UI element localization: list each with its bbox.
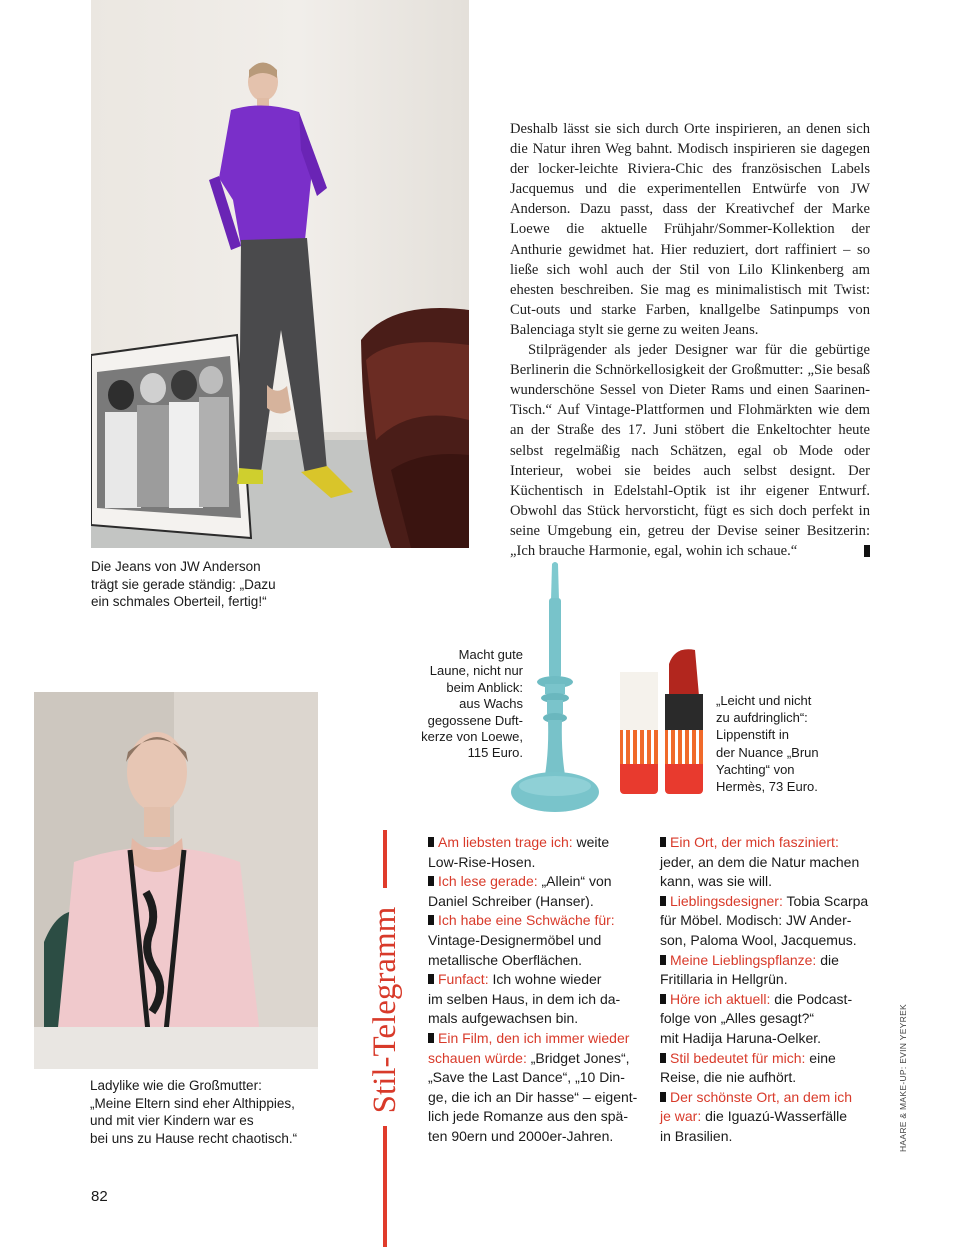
telegram-item	[660, 1049, 882, 1088]
caption-line: ein schmales Oberteil, fertig!“	[91, 594, 267, 609]
bullet-square-icon	[660, 896, 666, 906]
caption-line: gegossene Duft-	[427, 712, 523, 728]
telegram-answer: weite	[572, 834, 610, 850]
telegram-item	[428, 833, 648, 872]
telegram-answer: Daniel Schreiber (Hanser).	[428, 892, 594, 909]
telegram-item	[660, 990, 882, 1049]
caption-line: Yachting“ von	[716, 761, 795, 777]
candle-product-image	[505, 560, 605, 822]
telegram-bar-top	[383, 830, 387, 888]
telegram-question: Höre ich aktuell:	[670, 990, 771, 1007]
telegram-item	[660, 892, 882, 951]
telegram-item	[428, 911, 648, 970]
lipstick-product-image	[615, 640, 709, 800]
caption-line: Laune, nicht nur	[429, 663, 523, 679]
caption-line: und mit vier Kindern war es	[90, 1113, 254, 1128]
telegram-answer: Fritillaria in Hellgrün.	[660, 971, 788, 988]
portrait-illustration	[34, 692, 318, 1069]
telegram-question: Ich lese gerade:	[438, 873, 538, 890]
article-paragraph: Deshalb lässt sie sich durch Orte inspirieren, an denen sich die Natur ihren Weg bahnt. Modisch inspirieren sie dagegen der locker-leichte Riviera-Chic des französischen Labels Jacquemus und die experimentellen Entwürfe von JW Anderson. Dazu passt, dass der Kreativchef der Marke Loewe die aktuelle Frühjahr/Sommer-Kollektion der Anthurie gewidmet hat. Hier reduziert, dort raffiniert – so ließe sich wohl auch der Stil von Lilo Klinkenberg am ehesten beschreiben. Sie mag es minimalistisch mit Twist: Cut-outs und starke Farben, knallgelbe Satinpumps von Balenciaga stylt sie gerne zu weiten Jeans.	[510, 121, 870, 338]
telegram-answer: Tobia Scarpa	[782, 892, 869, 909]
bullet-square-icon	[660, 1092, 666, 1102]
telegram-answer: die Iguazú-Wasserfälle	[701, 1108, 848, 1125]
caption-line: Lippenstift in	[716, 727, 789, 743]
telegram-question: Funfact:	[438, 971, 489, 988]
caption-line: beim Anblick:	[446, 679, 523, 695]
bullet-square-icon	[428, 1033, 434, 1043]
telegram-answer: „Allein“ von	[537, 873, 612, 890]
caption-line: „Leicht und nicht	[716, 693, 812, 708]
telegram-item	[428, 970, 648, 1029]
photo-credit: HAARE & MAKE-UP: EVIN YEYREK	[898, 1003, 908, 1153]
telegram-answer: „Save the Last Dance“, „10 Din-	[428, 1069, 625, 1086]
lipstick-caption	[716, 692, 819, 795]
telegram-question: Am liebsten trage ich:	[438, 834, 573, 850]
page-number: 82	[91, 1188, 108, 1205]
caption-line: 115 Euro.	[467, 745, 523, 761]
telegram-answer: Vintage-Designermöbel und	[428, 931, 602, 948]
article-paragraph	[510, 340, 870, 561]
bullet-square-icon	[660, 1053, 666, 1063]
caption-line: Die Jeans von JW Anderson	[91, 559, 261, 574]
telegram-item	[660, 833, 882, 892]
telegram-answer: metallische Oberflächen.	[428, 951, 583, 968]
photo1-caption	[91, 558, 276, 611]
telegram-answer: jeder, an dem die Natur machen	[660, 853, 860, 870]
caption-line: bei uns zu Hause recht chaotisch.“	[90, 1130, 298, 1146]
telegram-answer: kann, was sie will.	[660, 873, 773, 890]
telegram-question: Lieblingsdesigner:	[670, 892, 783, 909]
telegram-question: schauen würde:	[428, 1049, 527, 1066]
telegram-answer: Reise, die nie aufhört.	[660, 1069, 797, 1086]
bullet-square-icon	[660, 994, 666, 1004]
caption-line: der Nuance „Brun	[716, 744, 819, 760]
telegram-answer: im selben Haus, in dem ich da-	[428, 990, 621, 1007]
telegram-item	[660, 1088, 882, 1147]
armchair	[361, 308, 469, 548]
telegram-item	[428, 1029, 648, 1147]
telegram-bar-bottom	[383, 1126, 387, 1247]
telegram-answer: eine	[805, 1049, 836, 1066]
photo-scene-illustration	[91, 0, 469, 548]
telegram-answer: Ich wohne wieder	[488, 971, 602, 988]
bullet-square-icon	[428, 876, 434, 886]
telegram-answer: ge, die ich an Dir hasse“ – eigent-	[428, 1088, 638, 1105]
telegram-question: Der schönste Ort, an dem ich	[670, 1088, 853, 1105]
photo-woman-standing	[91, 0, 469, 548]
caption-line: kerze von Loewe,	[421, 729, 523, 745]
telegram-answer: Low-Rise-Hosen.	[428, 853, 536, 870]
telegram-question: Stil bedeutet für mich:	[670, 1049, 806, 1066]
end-mark-icon	[864, 545, 870, 557]
photo2-caption	[90, 1077, 297, 1147]
telegram-answer: die	[816, 951, 839, 968]
telegram-answer: „Bridget Jones“,	[526, 1049, 630, 1066]
telegram-question: je war:	[660, 1108, 702, 1125]
telegram-question: Ein Film, den ich immer wieder	[438, 1029, 630, 1046]
telegram-answer: für Möbel. Modisch: JW Ander-	[660, 912, 852, 929]
article-body	[510, 119, 870, 561]
telegram-answer: folge von „Alles gesagt?“	[660, 1010, 815, 1027]
photo-woman-portrait	[34, 692, 318, 1069]
caption-line: aus Wachs	[459, 696, 523, 712]
bullet-square-icon	[428, 915, 434, 925]
bullet-square-icon	[660, 837, 666, 847]
telegram-right-column	[660, 833, 882, 1147]
telegram-left-column	[428, 833, 648, 1147]
telegram-answer: lich jede Romanze aus den spä-	[428, 1108, 629, 1125]
telegram-question: Ein Ort, der mich fasziniert:	[670, 834, 839, 850]
caption-line: trägt sie gerade ständig: „Dazu	[91, 576, 276, 592]
telegram-item	[428, 872, 648, 911]
telegram-answer: die Podcast-	[770, 990, 853, 1007]
bullet-square-icon	[428, 837, 434, 847]
caption-line: zu aufdringlich“:	[716, 710, 808, 726]
article-paragraph-text: Stilprägender als jeder Designer war für die gebürtige Berlinerin die Schnörkellosigkeit der Großmutter: „Sie besaß wunderschöne Sessel von Dieter Rams und einen Saarinen-Tisch.“ Auf Vintage-Plattformen und Flohmärkten wie dem an der Straße des 17. Juni stöbert die Enkeltochter heute selbst regelmäßig nach Schätzen, egal ob Mode oder Interieur, wobei sie beides auch selbst designt. Der Küchentisch in Edelstahl-Optik ist ihr eigener Entwurf. Obwohl das Stück hervorsticht, fügt es sich doch perfekt in seine Umgebung ein, getreu der Devise seiner Besitzerin: „Ich brauche Harmonie, egal, wohin ich schaue.“	[510, 342, 870, 559]
caption-line: Macht gute	[458, 647, 523, 662]
framed-print	[91, 335, 251, 538]
telegram-title: Stil-Telegramm	[367, 906, 403, 1114]
telegram-question: Meine Lieblingspflanze:	[670, 951, 817, 968]
telegram-question: Ich habe eine Schwäche für:	[438, 912, 615, 929]
telegram-answer: ten 90ern und 2000er-Jahren.	[428, 1127, 614, 1144]
caption-line: „Meine Eltern sind eher Althippies,	[90, 1095, 295, 1111]
telegram-answer: mit Hadija Haruna-Oelker.	[660, 1029, 822, 1046]
telegram-item	[660, 951, 882, 990]
caption-line: Hermès, 73 Euro.	[716, 779, 818, 795]
bullet-square-icon	[428, 974, 434, 984]
telegram-answer: son, Paloma Wool, Jacquemus.	[660, 931, 857, 948]
telegram-answer: mals aufgewachsen bin.	[428, 1010, 579, 1027]
bullet-square-icon	[660, 955, 666, 965]
caption-line: Ladylike wie die Großmutter:	[90, 1078, 262, 1093]
telegram-answer: in Brasilien.	[660, 1127, 733, 1144]
